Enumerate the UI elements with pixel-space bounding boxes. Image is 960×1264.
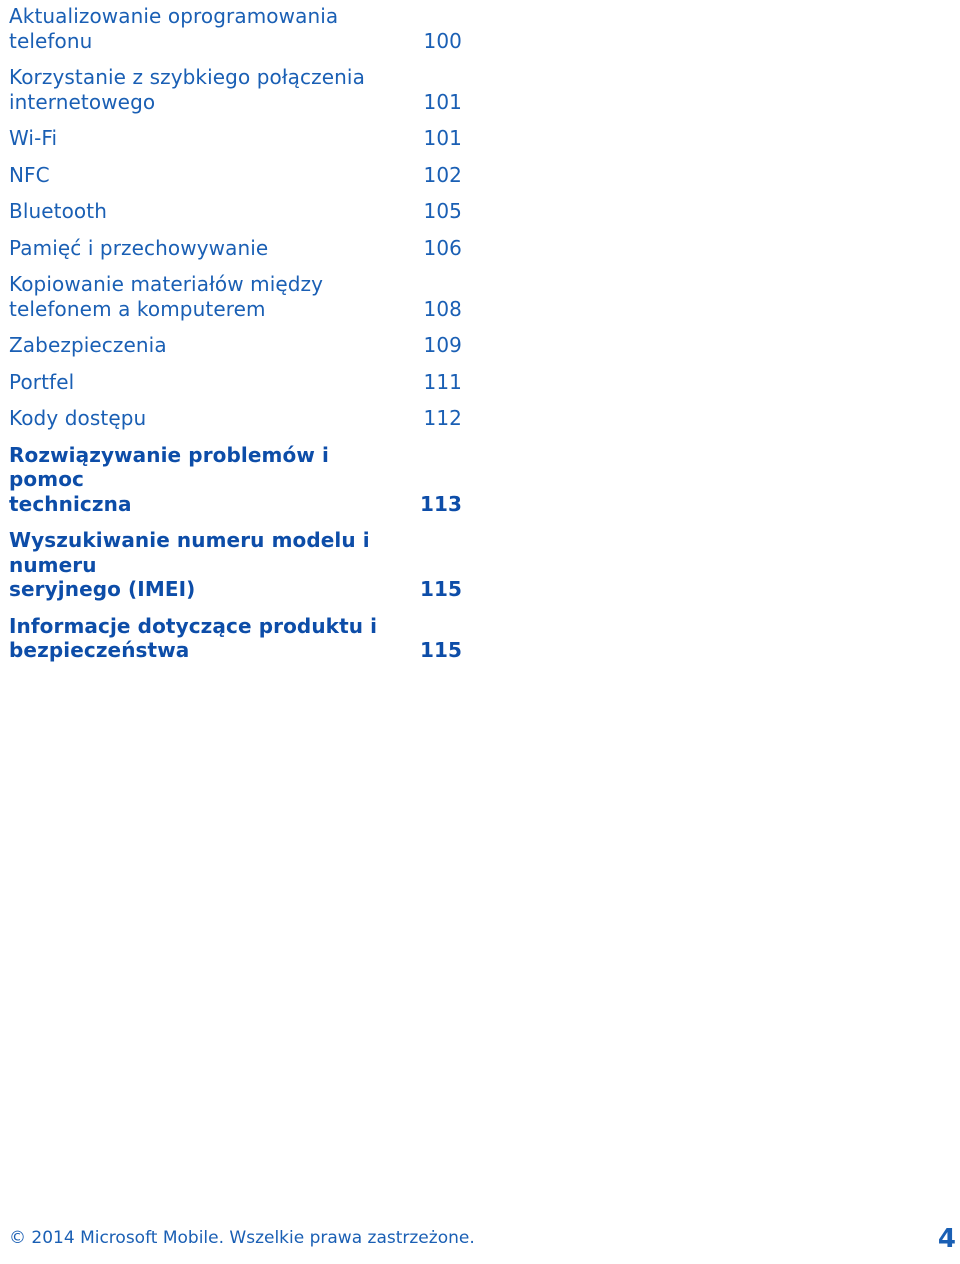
toc-entry[interactable] — [9, 163, 462, 188]
toc-entry-page: 111 — [423, 369, 462, 394]
toc-entry[interactable] — [9, 370, 462, 395]
toc-entry-page: 105 — [423, 199, 462, 223]
toc-entry-page: 100 — [423, 28, 462, 53]
toc-entry[interactable] — [9, 272, 462, 321]
toc-entry[interactable] — [9, 126, 462, 151]
toc-entry-title: Wi-Fi — [9, 126, 58, 150]
toc-entry[interactable] — [9, 236, 462, 261]
toc-section-entry[interactable] — [9, 443, 462, 517]
toc-entry-page: 106 — [423, 235, 462, 260]
toc-entry-title: Pamięć i przechowywanie — [9, 235, 269, 260]
toc-entry-title: Kody dostępu — [9, 406, 147, 430]
toc-entry[interactable] — [9, 406, 462, 431]
toc-entry-title: Rozwiązywanie problemów i pomoc techniczna — [9, 442, 329, 516]
page-number: 4 — [937, 1224, 956, 1254]
table-of-contents — [9, 4, 462, 675]
toc-section-entry[interactable] — [9, 528, 462, 602]
toc-entry-title: NFC — [9, 162, 50, 187]
toc-entry-page: 109 — [423, 333, 462, 357]
toc-entry-page: 102 — [423, 162, 462, 187]
toc-entry-title: Wyszukiwanie numeru modelu i numeru seryjnego (IMEI) — [9, 528, 370, 601]
toc-entry[interactable] — [9, 199, 462, 224]
toc-entry-page: 115 — [419, 577, 462, 601]
toc-entry-title: Aktualizowanie oprogramowania telefonu — [9, 4, 339, 53]
toc-entry-title: Kopiowanie materiałów między telefonem a komputerem — [9, 272, 324, 321]
copyright-notice: © 2014 Microsoft Mobile. Wszelkie prawa zastrzeżone. — [9, 1228, 475, 1248]
toc-entry[interactable] — [9, 4, 462, 53]
toc-entry[interactable] — [9, 333, 462, 358]
toc-entry-title: Informacje dotyczące produktu i bezpieczeństwa — [9, 613, 378, 662]
toc-entry-title: Zabezpieczenia — [9, 333, 167, 357]
toc-entry-page: 113 — [419, 491, 462, 516]
toc-entry[interactable] — [9, 65, 462, 114]
toc-entry-title: Korzystanie z szybkiego połączenia internetowego — [9, 65, 365, 114]
toc-entry-title: Portfel — [9, 369, 75, 394]
toc-entry-page: 108 — [423, 296, 462, 321]
toc-entry-page: 101 — [423, 126, 462, 150]
toc-entry-page: 112 — [423, 406, 462, 430]
toc-entry-page: 115 — [419, 638, 462, 662]
toc-section-entry[interactable] — [9, 614, 462, 663]
toc-entry-page: 101 — [423, 89, 462, 114]
toc-entry-title: Bluetooth — [9, 199, 107, 223]
